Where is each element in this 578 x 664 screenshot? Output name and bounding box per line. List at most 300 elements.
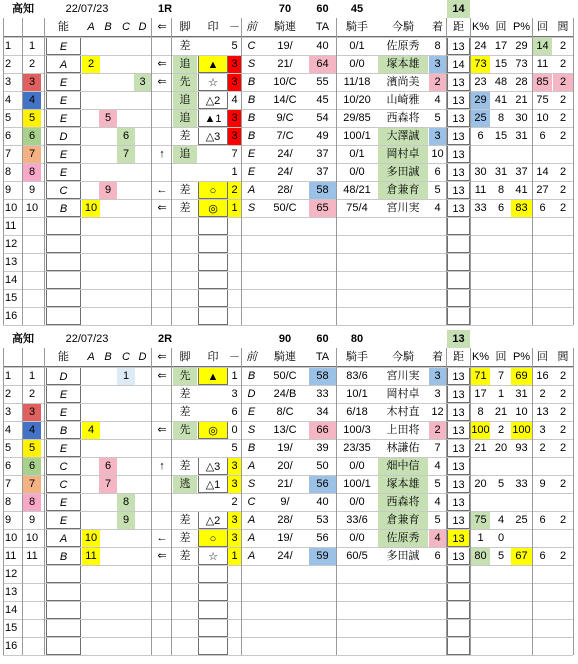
cell-kan: 2 xyxy=(559,406,567,418)
cell-kiren: 50/C xyxy=(273,370,297,382)
cell-num: 7 xyxy=(23,145,41,163)
column-header: A xyxy=(87,21,95,33)
cell-C xyxy=(117,73,135,91)
cell-nou xyxy=(46,637,81,655)
cell-kiren: 8/C xyxy=(276,406,294,418)
cell-chaku: 5 xyxy=(434,514,441,526)
cell-kyaku: 差 xyxy=(179,550,191,562)
cell-kan xyxy=(553,493,573,511)
cell-p xyxy=(511,457,532,475)
cell-kai: 20 xyxy=(494,442,508,454)
cell-A: 4 xyxy=(82,421,100,439)
race-date: 22/07/23 xyxy=(65,333,109,345)
cell-p: 29 xyxy=(515,40,528,52)
cell-now: 多田誠 xyxy=(378,163,428,181)
cell-A: 10 xyxy=(82,529,100,547)
cell-kishu: 100/3 xyxy=(343,424,371,436)
cell-kishu: 83/6 xyxy=(346,370,368,382)
cell-kishu: 29/85 xyxy=(343,112,371,124)
cell-p: 69 xyxy=(511,367,532,385)
column-header: ⇐ xyxy=(157,21,167,33)
top-zenso: 90 xyxy=(278,333,292,345)
cell-A xyxy=(82,367,100,385)
column-header: 能 xyxy=(58,351,69,363)
row-number: 14 xyxy=(5,274,18,286)
cell-no: 11 xyxy=(5,550,17,562)
cell-arrow: ⇐ xyxy=(157,202,167,214)
cell-kishu: 23/35 xyxy=(343,442,371,454)
cell-num: 8 xyxy=(23,493,41,511)
cell-arrow xyxy=(152,439,172,457)
cell-D xyxy=(134,511,151,529)
cell-kiren: 20/ xyxy=(277,460,293,472)
cell-zen: B xyxy=(247,370,256,382)
cell-nou: B xyxy=(46,547,81,565)
cell-m3: 7 xyxy=(231,148,238,160)
cell-B xyxy=(99,439,117,457)
cell-kai2: 14 xyxy=(536,166,549,178)
cell-num: 6 xyxy=(23,127,41,145)
cell-D xyxy=(134,403,151,421)
cell-k: 21 xyxy=(474,442,487,454)
cell-A xyxy=(82,439,100,457)
cell-nou xyxy=(46,289,81,307)
cell-no: 10 xyxy=(5,202,18,214)
cell-kiren: 13/C xyxy=(273,424,297,436)
column-header: C xyxy=(122,21,130,33)
cell-mark xyxy=(198,271,228,289)
cell-kishu: 11/18 xyxy=(343,76,371,88)
cell-m3: 1 xyxy=(231,166,238,178)
cell-kai: 41 xyxy=(494,94,508,106)
cell-kyaku: 差 xyxy=(179,40,191,52)
race-date: 22/07/23 xyxy=(65,3,109,15)
cell-kyaku: 差 xyxy=(179,460,191,472)
cell-kyaku: 差 xyxy=(179,532,191,544)
cell-zen: E xyxy=(247,148,256,160)
cell-mark xyxy=(198,217,228,235)
cell-kyori: 13 xyxy=(447,109,470,127)
cell-p xyxy=(511,145,532,163)
cell-B xyxy=(99,163,117,181)
column-header: B xyxy=(104,21,112,33)
cell-p xyxy=(511,493,532,511)
cell-p: 21 xyxy=(515,94,528,106)
cell-k xyxy=(471,145,490,163)
cell-now: 岡村卓 xyxy=(378,145,428,163)
cell-kiren: 21/ xyxy=(277,478,293,490)
column-header: － xyxy=(229,21,240,33)
cell-kai xyxy=(491,457,511,475)
cell-zen: A xyxy=(247,514,256,526)
cell-B xyxy=(99,547,117,565)
cell-num: 9 xyxy=(28,184,36,196)
cell-kishu: 100/1 xyxy=(343,478,371,490)
cell-kyori: 13 xyxy=(447,145,470,163)
cell-A xyxy=(82,91,100,109)
cell-arrow xyxy=(152,127,172,145)
cell-mark xyxy=(198,307,228,325)
cell-chaku: 2 xyxy=(429,73,446,91)
cell-kai xyxy=(491,145,511,163)
cell-no: 6 xyxy=(5,460,12,472)
cell-kai: 21 xyxy=(494,406,508,418)
cell-no: 4 xyxy=(5,94,12,106)
cell-p: 67 xyxy=(511,547,532,565)
cell-num: 10 xyxy=(25,202,39,214)
mark-triangle-up-icon: △3 xyxy=(198,457,228,475)
cell-B xyxy=(99,367,117,385)
cell-p: 33 xyxy=(515,478,528,490)
cell-kyori: 13 xyxy=(447,475,470,493)
cell-chaku: 5 xyxy=(434,112,441,124)
cell-kyori: 13 xyxy=(447,91,470,109)
cell-k: 33 xyxy=(474,202,487,214)
cell-kiren: 19/ xyxy=(277,532,293,544)
column-header: C xyxy=(122,351,130,363)
cell-kyaku: 差 xyxy=(179,130,191,142)
cell-D xyxy=(134,457,151,475)
column-header: 今騎 xyxy=(392,21,414,33)
cell-kai: 17 xyxy=(494,40,508,52)
cell-kishu: 0/0 xyxy=(349,166,365,178)
cell-zen: A xyxy=(247,550,256,562)
cell-arrow xyxy=(152,493,172,511)
cell-nou: B xyxy=(46,199,81,217)
column-header: 脚 xyxy=(179,21,191,33)
cell-arrow: ⇐ xyxy=(157,76,167,88)
cell-nou: A xyxy=(46,529,81,547)
cell-m3: 3 xyxy=(228,511,241,529)
column-header: 距 xyxy=(453,351,464,363)
cell-nou: C xyxy=(46,457,81,475)
top-kishu: 45 xyxy=(350,3,364,15)
cell-kan: 2 xyxy=(559,550,567,562)
cell-kan: 2 xyxy=(559,388,567,400)
cell-kai2: 75 xyxy=(536,94,549,106)
cell-m3: 1 xyxy=(228,547,241,565)
cell-ta: 40 xyxy=(316,40,329,52)
top-kyori: 14 xyxy=(447,0,470,18)
cell-A xyxy=(82,73,100,91)
cell-now: 佐原秀 xyxy=(386,40,420,52)
cell-kyori xyxy=(447,601,470,619)
cell-kai2: 6 xyxy=(539,130,546,142)
cell-kyaku xyxy=(173,493,197,511)
cell-kai2 xyxy=(533,457,552,475)
cell-C: 8 xyxy=(117,493,135,511)
cell-D xyxy=(134,37,151,55)
cell-kyori: 13 xyxy=(447,163,470,181)
cell-num: 10 xyxy=(25,532,39,544)
cell-zen: A xyxy=(247,532,256,544)
cell-kan: 2 xyxy=(559,58,567,70)
cell-B xyxy=(99,73,117,91)
cell-C xyxy=(117,421,135,439)
top-ta: 60 xyxy=(316,333,329,345)
cell-B xyxy=(99,91,117,109)
cell-C xyxy=(117,163,135,181)
cell-mark xyxy=(198,565,228,583)
cell-kyori: 13 xyxy=(447,367,470,385)
cell-ta: 56 xyxy=(309,475,336,493)
cell-now: 宮川実 xyxy=(386,370,420,382)
cell-nou xyxy=(46,601,81,619)
cell-now: 大澤誠 xyxy=(378,127,428,145)
column-header: 着 xyxy=(432,21,443,33)
cell-kyori: 14 xyxy=(447,55,470,73)
cell-kai: 5 xyxy=(497,550,505,562)
mark-filled-triangle-icon: ▲ xyxy=(198,55,228,73)
cell-zen: C xyxy=(247,496,256,508)
cell-kishu: 0/1 xyxy=(349,148,365,160)
cell-kyori xyxy=(447,307,470,325)
mark-filled-triangle-icon: ▲ xyxy=(198,367,228,385)
cell-kishu: 10/1 xyxy=(346,388,368,400)
cell-kiren: 9/ xyxy=(280,496,290,508)
cell-ta: 49 xyxy=(316,130,329,142)
cell-C xyxy=(117,181,135,199)
cell-zen: E xyxy=(247,406,256,418)
cell-nou: D xyxy=(46,127,81,145)
cell-nou: E xyxy=(46,511,81,529)
cell-no: 5 xyxy=(5,112,12,124)
cell-C xyxy=(117,403,135,421)
cell-m3: 6 xyxy=(231,406,238,418)
cell-p: 28 xyxy=(515,76,528,88)
cell-m3: 3 xyxy=(228,109,241,127)
cell-nou: D xyxy=(46,367,81,385)
mark-star-icon: ☆ xyxy=(198,73,228,91)
cell-k: 75 xyxy=(471,511,490,529)
cell-mark xyxy=(198,385,228,403)
cell-kyori: 13 xyxy=(447,385,470,403)
column-header: 騎連 xyxy=(274,21,296,33)
cell-D xyxy=(134,127,151,145)
cell-num: 2 xyxy=(23,385,41,403)
cell-zen: B xyxy=(247,94,256,106)
cell-now: 上田将 xyxy=(386,424,420,436)
cell-kai2: 6 xyxy=(539,514,546,526)
cell-now: 塚本雄 xyxy=(378,55,428,73)
cell-no: 3 xyxy=(5,76,12,88)
column-header: TA xyxy=(315,21,330,33)
cell-no: 3 xyxy=(5,406,12,418)
cell-zen: A xyxy=(247,460,256,472)
cell-kan xyxy=(553,457,573,475)
cell-kyori: 13 xyxy=(447,511,470,529)
cell-D xyxy=(134,547,151,565)
cell-C: 1 xyxy=(117,367,135,385)
column-header: K% xyxy=(471,351,490,363)
cell-kan: 2 xyxy=(553,73,573,91)
cell-now: 木村直 xyxy=(386,406,420,418)
cell-kishu: 0/0 xyxy=(349,58,365,70)
cell-kai: 6 xyxy=(497,202,505,214)
row-number: 15 xyxy=(5,292,18,304)
column-header: 脚 xyxy=(179,351,191,363)
cell-k: 80 xyxy=(471,547,490,565)
cell-ta: 65 xyxy=(309,199,336,217)
column-header: 回 xyxy=(537,351,548,363)
cell-chaku: 4 xyxy=(429,529,446,547)
cell-chaku: 3 xyxy=(429,127,446,145)
cell-A xyxy=(82,37,100,55)
cell-zen: S xyxy=(247,424,256,436)
cell-kai2: 16 xyxy=(536,370,549,382)
top-ta: 60 xyxy=(316,3,329,15)
cell-kan: 2 xyxy=(559,370,567,382)
cell-arrow: ⇐ xyxy=(157,550,167,562)
cell-kyaku: 差 xyxy=(179,202,191,214)
cell-kai2 xyxy=(533,529,552,547)
cell-num: 1 xyxy=(23,367,41,385)
cell-ta: 33 xyxy=(316,388,329,400)
cell-ta: 50 xyxy=(316,460,329,472)
cell-chaku: 10 xyxy=(431,148,444,160)
cell-kan xyxy=(553,529,573,547)
cell-num: 6 xyxy=(23,457,41,475)
cell-arrow xyxy=(152,385,172,403)
cell-kyori: 13 xyxy=(447,199,470,217)
column-header: 騎手 xyxy=(346,21,368,33)
cell-num: 4 xyxy=(23,421,41,439)
cell-num: 7 xyxy=(23,475,41,493)
cell-num: 8 xyxy=(23,163,41,181)
cell-A xyxy=(82,109,100,127)
cell-kyaku: 逃 xyxy=(173,475,197,493)
cell-mark xyxy=(198,403,228,421)
cell-B xyxy=(99,493,117,511)
cell-kyaku: 追 xyxy=(173,109,197,127)
cell-ta: 54 xyxy=(316,112,329,124)
column-header: 騎連 xyxy=(274,351,296,363)
cell-D xyxy=(134,91,151,109)
cell-kai2: 3 xyxy=(539,424,546,436)
cell-k: 8 xyxy=(477,406,484,418)
mark-triangle-up-icon: △1 xyxy=(198,475,228,493)
cell-kishu: 75/4 xyxy=(346,202,368,214)
top-zenso: 70 xyxy=(278,3,292,15)
cell-B xyxy=(99,55,117,73)
cell-zen: B xyxy=(247,76,256,88)
cell-no: 10 xyxy=(5,532,18,544)
cell-m3: 2 xyxy=(228,181,241,199)
cell-kan: 2 xyxy=(559,202,567,214)
mark-double-circle-icon: ◎ xyxy=(198,199,228,217)
cell-m3: 3 xyxy=(228,73,241,91)
column-header: 閭 xyxy=(557,21,569,33)
cell-nou: E xyxy=(46,91,81,109)
column-header: ⇐ xyxy=(157,351,167,363)
cell-kai2: 14 xyxy=(533,37,552,55)
cell-ta: 37 xyxy=(316,148,329,160)
cell-kiren: 19/ xyxy=(277,442,293,454)
cell-kyaku: 先 xyxy=(173,421,197,439)
cell-m3: 3 xyxy=(228,127,241,145)
cell-k: 11 xyxy=(474,184,487,196)
cell-nou: E xyxy=(46,163,81,181)
mark-triangle-up-icon: △2 xyxy=(198,91,228,109)
cell-C xyxy=(117,439,135,457)
cell-D: 3 xyxy=(134,73,151,91)
cell-kan: 2 xyxy=(559,130,567,142)
cell-now: 西森将 xyxy=(386,112,420,124)
cell-m3: 3 xyxy=(231,388,238,400)
row-number: 12 xyxy=(5,238,18,250)
cell-C xyxy=(117,475,135,493)
cell-k: 6 xyxy=(477,130,484,142)
cell-kai: 48 xyxy=(494,76,508,88)
cell-B: 7 xyxy=(99,475,117,493)
cell-k xyxy=(471,493,490,511)
cell-nou xyxy=(46,271,81,289)
cell-A xyxy=(82,181,100,199)
cell-arrow: ← xyxy=(156,532,168,544)
cell-kyaku xyxy=(173,163,197,181)
cell-mark xyxy=(198,37,228,55)
cell-kyaku xyxy=(173,439,197,457)
cell-now: 多田誠 xyxy=(386,550,420,562)
cell-mark xyxy=(198,601,228,619)
cell-kyori: 13 xyxy=(447,439,470,457)
column-header: 回 xyxy=(537,21,548,33)
cell-nou: E xyxy=(46,493,81,511)
cell-kai2: 11 xyxy=(536,58,549,70)
cell-num: 5 xyxy=(23,109,41,127)
column-header: 能 xyxy=(58,21,69,33)
row-number: 11 xyxy=(5,220,17,232)
cell-zen: C xyxy=(247,40,256,52)
cell-k: 24 xyxy=(474,40,487,52)
cell-kan: 2 xyxy=(559,40,567,52)
cell-kai2: 2 xyxy=(539,442,546,454)
cell-kyori xyxy=(447,253,470,271)
cell-kiren: 9/C xyxy=(276,112,294,124)
column-header: 騎手 xyxy=(346,351,368,363)
cell-A xyxy=(82,163,100,181)
cell-kiren: 28/ xyxy=(277,184,293,196)
cell-kyori: 13 xyxy=(447,127,470,145)
cell-kishu: 60/5 xyxy=(346,550,368,562)
column-header: 回 xyxy=(495,21,507,33)
cell-zen: B xyxy=(247,442,256,454)
cell-kiren: 28/ xyxy=(277,514,293,526)
cell-C: 7 xyxy=(117,145,135,163)
cell-mark xyxy=(198,637,228,655)
column-header: 印 xyxy=(207,21,219,33)
cell-kyaku: 差 xyxy=(179,514,191,526)
cell-nou: E xyxy=(46,37,81,55)
cell-kishu: 100/1 xyxy=(343,130,371,142)
cell-k: 71 xyxy=(471,367,490,385)
cell-kiren: 24/B xyxy=(273,388,297,400)
cell-zen: B xyxy=(247,112,256,124)
cell-B: 9 xyxy=(99,181,117,199)
cell-kai2: 9 xyxy=(539,478,546,490)
cell-zen: E xyxy=(247,166,256,178)
cell-D xyxy=(134,529,151,547)
column-header: 前 xyxy=(246,21,257,33)
cell-C xyxy=(117,37,135,55)
cell-A xyxy=(82,493,100,511)
cell-arrow: ← xyxy=(156,184,168,196)
cell-no: 8 xyxy=(5,496,12,508)
cell-kyori xyxy=(447,637,470,655)
cell-nou: E xyxy=(46,385,81,403)
cell-D xyxy=(134,181,151,199)
cell-kan: 2 xyxy=(559,478,567,490)
